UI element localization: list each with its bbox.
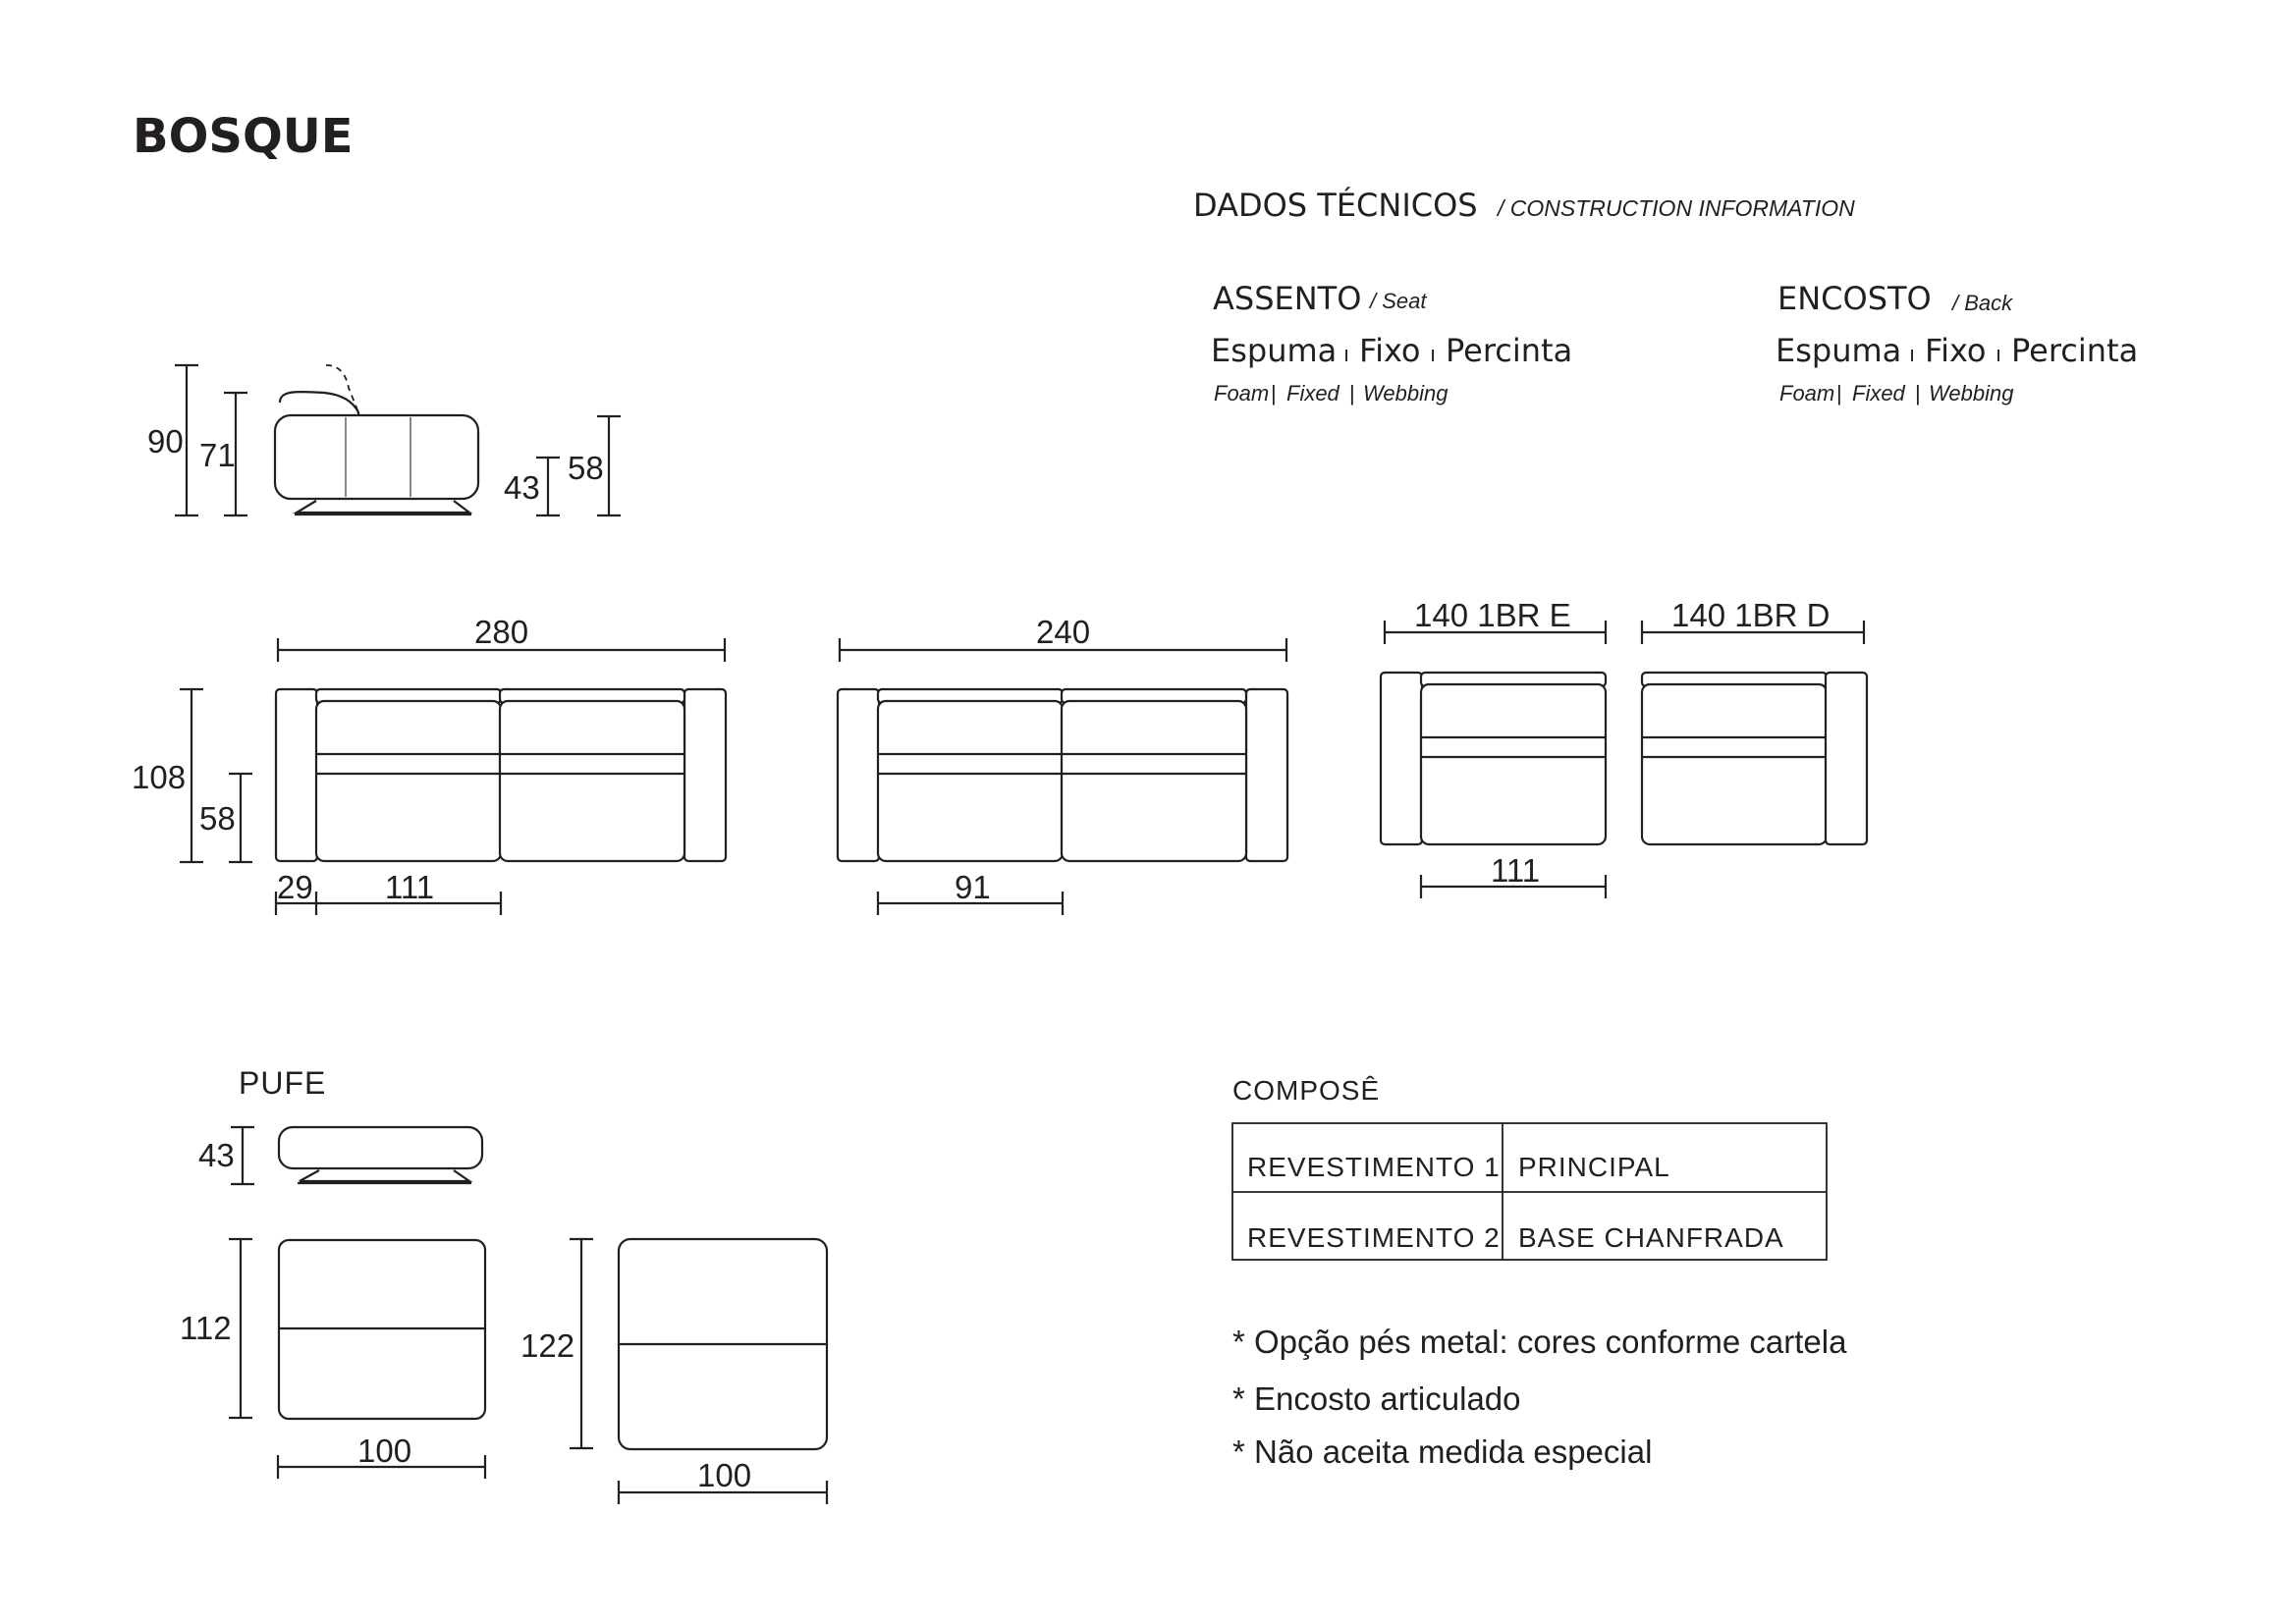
dim-arm-depth-58	[199, 774, 252, 862]
back-item-fixed-en: Fixed	[1852, 381, 1905, 406]
compose-title: COMPOSÊ	[1232, 1075, 1381, 1106]
svg-text:ı: ı	[1909, 342, 1916, 366]
seat-item-webbing: Percinta	[1446, 332, 1573, 369]
compose-row-value: PRINCIPAL	[1518, 1152, 1670, 1182]
svg-text:91: 91	[955, 869, 991, 905]
back-item-webbing: Percinta	[2011, 332, 2139, 369]
svg-text:ı: ı	[1995, 342, 2002, 366]
notes	[1232, 1324, 1847, 1470]
svg-text:108: 108	[132, 759, 187, 795]
seat-item-fixed: Fixo	[1359, 332, 1421, 369]
svg-text:111: 111	[1491, 852, 1541, 889]
dim-seat-height	[504, 458, 560, 515]
svg-text:140 1BR D: 140 1BR D	[1671, 597, 1831, 633]
svg-text:ı: ı	[1343, 342, 1350, 366]
seat-title-en: / Seat	[1370, 289, 1427, 313]
back-item-webbing-en: Webbing	[1929, 381, 2014, 406]
svg-text:|: |	[1836, 381, 1842, 406]
tech-heading-en: / CONSTRUCTION INFORMATION	[1498, 195, 1855, 221]
dim-height-back	[199, 393, 247, 515]
svg-text:43: 43	[198, 1137, 235, 1173]
svg-text:58: 58	[199, 800, 236, 837]
dim-depth-108	[132, 689, 203, 862]
dim-pufe-large-depth	[520, 1239, 593, 1448]
note-item: * Não aceita medida especial	[1232, 1434, 1653, 1470]
dim-module-e	[1385, 597, 1606, 644]
dim-pufe-large-width	[619, 1457, 827, 1504]
dim-pufe-height	[198, 1127, 254, 1184]
pufe-title: PUFE	[239, 1065, 327, 1101]
svg-text:112: 112	[180, 1310, 232, 1346]
dim-module-d	[1642, 597, 1864, 644]
compose-row	[1247, 1152, 1670, 1182]
svg-text:100: 100	[357, 1433, 412, 1469]
svg-text:43: 43	[504, 469, 540, 506]
dim-arm-height	[568, 416, 621, 515]
compose-row-name: REVESTIMENTO 1	[1247, 1152, 1501, 1182]
svg-text:100: 100	[697, 1457, 752, 1493]
back-item-foam-en: Foam	[1779, 381, 1835, 406]
back-title: ENCOSTO	[1777, 280, 1932, 317]
dim-height-total	[147, 365, 198, 515]
svg-text:280: 280	[474, 614, 529, 650]
seat-item-foam-en: Foam	[1214, 381, 1270, 406]
compose-row-value: BASE CHANFRADA	[1518, 1222, 1784, 1253]
seat-item-foam: Espuma	[1211, 332, 1338, 369]
svg-text:29: 29	[277, 869, 313, 905]
dim-seat-width-111	[316, 869, 501, 915]
back-spec	[1776, 280, 2138, 406]
compose-row-name: REVESTIMENTO 2	[1247, 1222, 1501, 1253]
back-item-foam: Espuma	[1776, 332, 1902, 369]
note-item: * Opção pés metal: cores conforme cartela	[1232, 1324, 1847, 1360]
svg-text:90: 90	[147, 423, 184, 460]
dim-arm-width-29	[276, 869, 316, 915]
back-item-fixed: Fixo	[1925, 332, 1987, 369]
seat-title: ASSENTO	[1213, 280, 1362, 317]
note-item: * Encosto articulado	[1232, 1380, 1521, 1417]
tech-heading: DADOS TÉCNICOS	[1193, 187, 1478, 224]
dim-width-240	[840, 614, 1286, 662]
dim-pufe-small-width	[278, 1433, 485, 1479]
product-title: BOSQUE	[133, 109, 354, 164]
module-140-1br-d-drawing	[1642, 597, 1867, 844]
svg-text:240: 240	[1036, 614, 1091, 650]
svg-text:140 1BR E: 140 1BR E	[1414, 597, 1571, 633]
seat-item-fixed-en: Fixed	[1286, 381, 1339, 406]
compose-section	[1232, 1075, 1827, 1260]
side-view-drawing	[147, 365, 621, 515]
svg-text:111: 111	[385, 869, 435, 905]
dim-seat-width-91	[878, 869, 1063, 915]
svg-text:58: 58	[568, 450, 604, 486]
module-140-1br-e-drawing	[1381, 597, 1606, 898]
dim-pufe-small-depth	[180, 1239, 252, 1418]
sofa-240-drawing	[838, 614, 1287, 915]
svg-text:|: |	[1271, 381, 1277, 406]
back-title-en: / Back	[1952, 291, 2013, 315]
sofa-280-drawing	[132, 614, 726, 915]
svg-text:ı: ı	[1430, 342, 1437, 366]
seat-item-webbing-en: Webbing	[1363, 381, 1449, 406]
svg-text:122: 122	[520, 1327, 575, 1364]
svg-text:71: 71	[199, 437, 236, 473]
pufe-drawings	[180, 1065, 827, 1504]
seat-spec	[1211, 280, 1572, 406]
svg-text:|: |	[1349, 381, 1355, 406]
dim-width-280	[278, 614, 725, 662]
svg-text:|: |	[1915, 381, 1921, 406]
compose-row	[1247, 1222, 1784, 1253]
dim-module-e-seat	[1421, 852, 1606, 898]
